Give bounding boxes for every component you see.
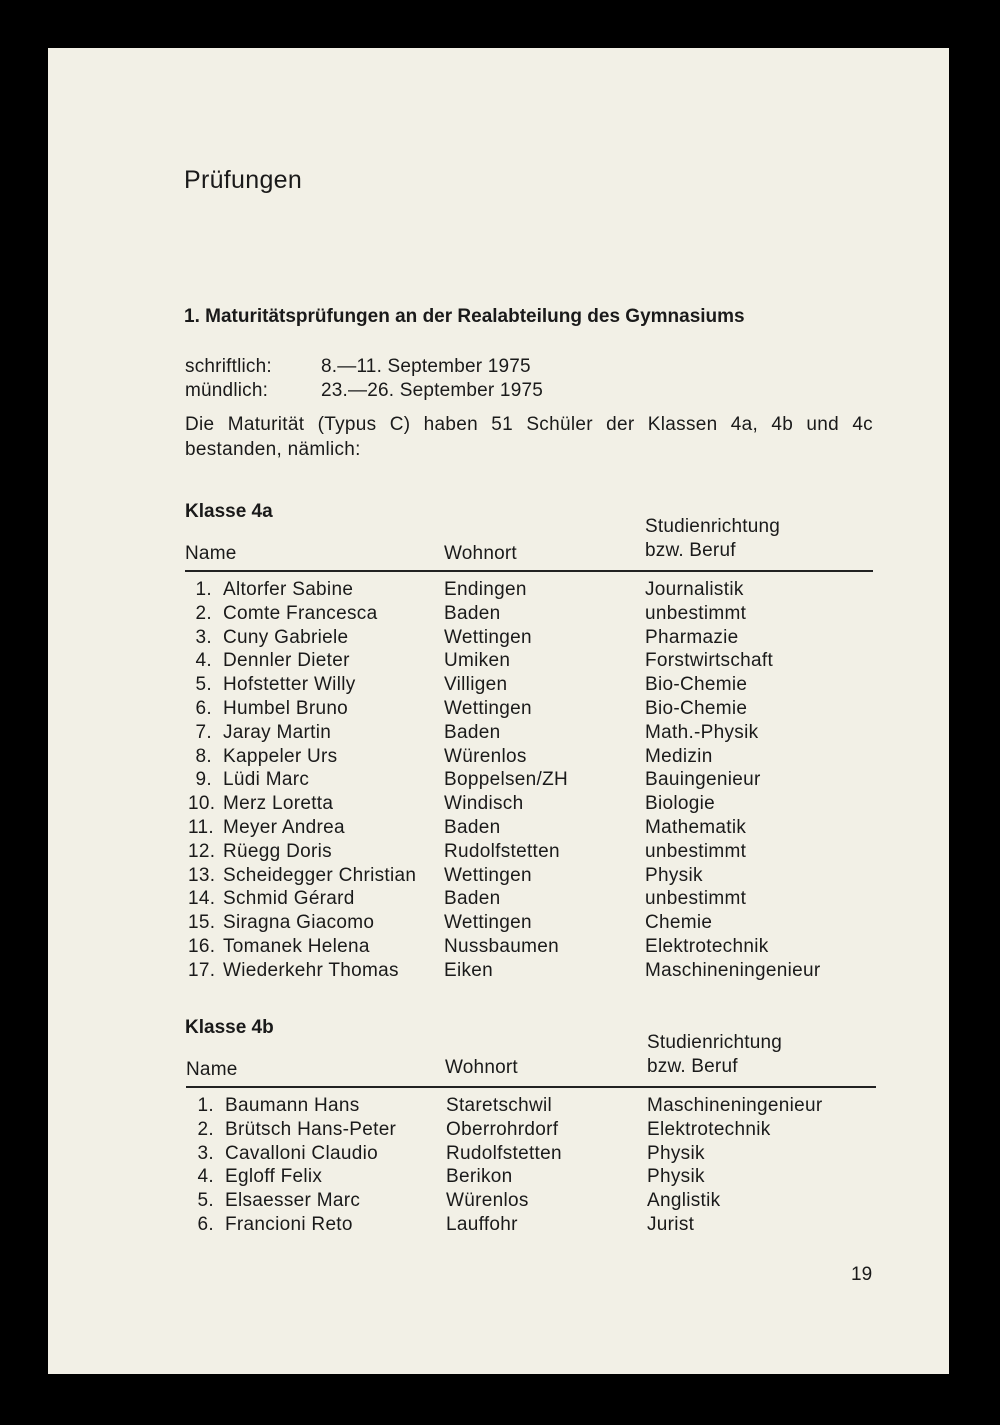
wohnort: Lauffohr <box>446 1214 518 1235</box>
table-row <box>185 674 873 698</box>
table-row <box>186 1190 876 1214</box>
wohnort: Rudolfstetten <box>446 1142 562 1164</box>
intro-paragraph: Die Maturität (Typus C) haben 51 Schüler der Klassen 4a, 4b und 4c bestanden, nämlich: <box>185 414 873 460</box>
column-header-name: Name <box>185 543 237 564</box>
studienrichtung: Elektrotechnik <box>645 936 769 957</box>
column-header-studienrichtung <box>647 1031 782 1079</box>
row-number: 8. <box>195 745 212 767</box>
row-number: 3. <box>197 1142 214 1164</box>
studienrichtung: unbestimmt <box>645 888 747 910</box>
studienrichtung: Medizin <box>645 745 713 767</box>
student-name: Schmid Gérard <box>223 888 355 910</box>
wohnort: Nussbaumen <box>444 936 559 957</box>
table-row <box>185 960 873 984</box>
row-number: 4. <box>197 1166 214 1188</box>
table-row <box>185 746 873 770</box>
student-name: Baumann Hans <box>225 1095 360 1116</box>
date-label: mündlich: <box>185 380 269 401</box>
date-value: 8.—11. September 1975 <box>321 356 531 377</box>
student-name: Siragna Giacomo <box>223 912 375 934</box>
wohnort: Windisch <box>444 793 524 815</box>
student-name: Comte Francesca <box>223 602 378 624</box>
table-row <box>185 579 873 603</box>
klasse-4a-table <box>185 579 873 989</box>
row-number: 6. <box>195 698 212 719</box>
column-header-studienrichtung <box>645 515 780 563</box>
header-line: bzw. Beruf <box>647 1056 738 1077</box>
student-name: Rüegg Doris <box>223 840 332 862</box>
studienrichtung: Forstwirtschaft <box>645 650 774 672</box>
wohnort: Baden <box>444 721 501 743</box>
row-number: 2. <box>197 1118 214 1140</box>
studienrichtung: Maschineningenieur <box>645 959 821 981</box>
wohnort: Endingen <box>444 579 527 600</box>
klasse-4a-heading: Klasse 4a <box>185 501 273 522</box>
row-number: 5. <box>197 1190 214 1212</box>
header-line: Studienrichtung <box>645 516 781 537</box>
section-heading: 1. Maturitätsprüfungen an der Realabteilung des Gymnasiums <box>184 306 745 327</box>
column-header-name: Name <box>186 1059 238 1080</box>
table-row <box>186 1166 876 1190</box>
row-number: 1. <box>195 579 212 600</box>
studienrichtung: Jurist <box>647 1214 695 1235</box>
wohnort: Villigen <box>444 674 508 696</box>
table-row <box>185 722 873 746</box>
row-number: 4. <box>195 650 212 672</box>
date-line-oral <box>185 380 543 402</box>
table-row <box>185 936 873 960</box>
table-row <box>185 793 873 817</box>
table-row <box>186 1119 876 1143</box>
row-number: 2. <box>195 602 212 624</box>
row-number: 9. <box>195 769 212 791</box>
row-number: 17. <box>188 959 216 981</box>
document-page <box>48 48 949 1374</box>
header-line: bzw. Beruf <box>645 540 736 561</box>
student-name: Francioni Reto <box>225 1214 353 1235</box>
student-name: Egloff Felix <box>225 1166 323 1188</box>
table-row <box>185 841 873 865</box>
table-row <box>185 888 873 912</box>
wohnort: Staretschwil <box>446 1095 553 1116</box>
student-name: Brütsch Hans-Peter <box>225 1118 397 1140</box>
student-name: Hofstetter Willy <box>223 674 356 696</box>
student-name: Altorfer Sabine <box>223 579 354 600</box>
row-number: 7. <box>195 721 212 743</box>
wohnort: Eiken <box>444 959 494 981</box>
row-number: 16. <box>188 936 216 957</box>
row-number: 10. <box>188 793 216 815</box>
wohnort: Würenlos <box>444 745 527 767</box>
student-name: Elsaesser Marc <box>225 1190 361 1212</box>
wohnort: Baden <box>444 602 501 624</box>
wohnort: Baden <box>444 888 501 910</box>
date-label: schriftlich: <box>185 356 272 377</box>
studienrichtung: Physik <box>645 864 703 886</box>
page-number: 19 <box>851 1264 873 1285</box>
page-title: Prüfungen <box>184 166 303 194</box>
table-row <box>185 817 873 841</box>
student-name: Dennler Dieter <box>223 650 350 672</box>
studienrichtung: Journalistik <box>645 579 744 600</box>
student-name: Meyer Andrea <box>223 817 345 838</box>
row-number: 3. <box>195 626 212 648</box>
studienrichtung: Physik <box>647 1142 705 1164</box>
header-line: Studienrichtung <box>647 1032 783 1053</box>
student-name: Lüdi Marc <box>223 769 310 791</box>
row-number: 14. <box>188 888 216 910</box>
row-number: 13. <box>188 864 216 886</box>
row-number: 15. <box>188 912 216 934</box>
klasse-4b-table <box>186 1095 876 1245</box>
table-row <box>186 1095 876 1119</box>
wohnort: Umiken <box>444 650 511 672</box>
student-name: Kappeler Urs <box>223 745 338 767</box>
studienrichtung: Physik <box>647 1166 705 1188</box>
student-name: Merz Loretta <box>223 793 334 815</box>
wohnort: Wettingen <box>444 864 532 886</box>
klasse-4b-heading: Klasse 4b <box>185 1017 274 1038</box>
wohnort: Wettingen <box>444 912 532 934</box>
student-name: Cavalloni Claudio <box>225 1142 378 1164</box>
table-row <box>185 603 873 627</box>
row-number: 5. <box>195 674 212 696</box>
column-header-wohnort: Wohnort <box>445 1057 518 1078</box>
studienrichtung: Bauingenieur <box>645 769 761 791</box>
student-name: Tomanek Helena <box>223 936 370 957</box>
studienrichtung: unbestimmt <box>645 840 747 862</box>
wohnort: Wettingen <box>444 626 532 648</box>
studienrichtung: Math.-Physik <box>645 721 759 743</box>
wohnort: Rudolfstetten <box>444 840 560 862</box>
table-row <box>185 865 873 889</box>
student-name: Jaray Martin <box>223 721 332 743</box>
studienrichtung: Bio-Chemie <box>645 698 748 719</box>
student-name: Humbel Bruno <box>223 698 349 719</box>
column-header-wohnort: Wohnort <box>444 543 517 564</box>
date-value: 23.—26. September 1975 <box>321 380 543 401</box>
table-row <box>186 1143 876 1167</box>
studienrichtung: Chemie <box>645 912 713 934</box>
table-row <box>186 1214 876 1238</box>
table-row <box>185 650 873 674</box>
table-rule <box>185 570 873 572</box>
wohnort: Oberrohrdorf <box>446 1118 559 1140</box>
table-rule <box>186 1086 876 1088</box>
row-number: 6. <box>197 1214 214 1235</box>
student-name: Wiederkehr Thomas <box>223 959 399 981</box>
table-row <box>185 769 873 793</box>
student-name: Cuny Gabriele <box>223 626 349 648</box>
date-line-written <box>185 356 531 378</box>
wohnort: Würenlos <box>446 1190 529 1212</box>
student-name: Scheidegger Christian <box>223 864 417 886</box>
table-row <box>185 912 873 936</box>
row-number: 1. <box>197 1095 214 1116</box>
studienrichtung: Pharmazie <box>645 626 739 648</box>
row-number: 11. <box>188 817 214 838</box>
wohnort: Boppelsen/ZH <box>444 769 569 791</box>
table-row <box>185 627 873 651</box>
studienrichtung: unbestimmt <box>645 602 747 624</box>
wohnort: Berikon <box>446 1166 513 1188</box>
studienrichtung: Mathematik <box>645 817 747 838</box>
studienrichtung: Elektrotechnik <box>647 1118 771 1140</box>
studienrichtung: Bio-Chemie <box>645 674 748 696</box>
row-number: 12. <box>188 840 216 862</box>
studienrichtung: Anglistik <box>647 1190 721 1212</box>
wohnort: Wettingen <box>444 698 532 719</box>
studienrichtung: Maschineningenieur <box>647 1095 823 1116</box>
studienrichtung: Biologie <box>645 793 716 815</box>
table-row <box>185 698 873 722</box>
wohnort: Baden <box>444 817 501 838</box>
